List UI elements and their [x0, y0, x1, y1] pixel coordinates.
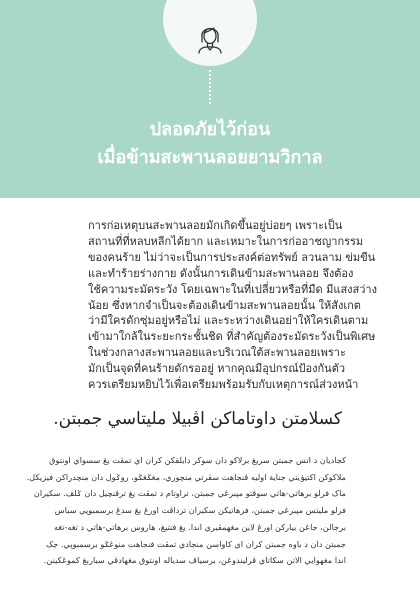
jawi-line: جمبتن دان د باوه جمبتن کران اي کاواسن منجادي تمڤت فنجاهت منوڠݢو برسمبوڽي. جک [45, 538, 346, 549]
page-title-line-2: เมื่อข้ามสะพานลอยยามวิกาล [97, 147, 323, 168]
thai-line: และทำร้ายร่างกาย ดังนั้นการเดินข้ามสะพานลอย จึงต้อง [88, 266, 354, 280]
header-band [0, 0, 420, 198]
jawi-line: فرلو مليتس مڽبرڠي جمبتن، فرهاتيکن سکيران ترداڤت اورڠ يڠ سدڠ برسمبوڽي سباس [54, 505, 346, 516]
jawi-line: کجاديان د اتس جمبتن سريڠ برلاکو دان سوکر دايلقکن کران اي تمڤت يڠ سسواي اونتوق [49, 455, 346, 465]
thai-line: น้อย ซึ่งหากจำเป็นจะต้องเดินข้ามสะพานลอยนั้น ให้สังเกต [88, 298, 361, 312]
jawi-line: اندا مڠهوايي الاتن سکاتاي ڤرليندوڠن، برسياڤ سدياله اونتوق مڠهادڤي سباربڠ کموڠکينن. [43, 555, 346, 566]
woman-avatar-icon [193, 20, 227, 54]
jawi-line: ماک فرلو برهاتي-هاتي سوقتو مڽبرڠي جمبتن، تراوتام د تمڤت يڠ ترڤنچيل دان ݢلڤ. سکيران [33, 488, 346, 499]
avatar [163, 0, 257, 66]
thai-line: ว่ามีใครดักซุ่มอยู่หรือไม่ และระหว่างเดินอย่าให้ใครเดินตาม [88, 314, 369, 328]
jawi-title: كسلامتن داوتاماکن اڤبيلا مليتاسي جمبتن. [53, 409, 342, 429]
dotted-connector [209, 70, 211, 104]
thai-line: มักเป็นจุดที่คนร้ายดักรออยู่ หากคุณมีอุปกรณ์ป้องกันตัว [88, 362, 346, 376]
thai-line: เข้ามาใกล้ในระยะกระชั้นชิด ที่สำคัญต้องระมัดระวังเป็นพิเศษ [88, 330, 376, 344]
thai-paragraph [88, 218, 377, 393]
thai-line: ของคนร้าย ไม่ว่าจะเป็นการประสงค์ต่อทรัพย์ ลวนลาม ข่มขืน [88, 250, 376, 264]
thai-line: ควรเตรียมหยิบไว้เพื่อเตรียมพร้อมรับกับเหตุการณ์ส่วงหน้า [88, 378, 359, 392]
thai-line: ใช้ความระมัดระวัง โดยเฉพาะในที่เปลี่ยวหรือที่มืด มีแสงสว่าง [88, 282, 377, 296]
thai-line: การก่อเหตุบนสะพานลอยมักเกิดขึ้นอยู่บ่อยๆ เพราะเป็น [88, 219, 343, 232]
thai-line: ในช่วงกลางสะพานลอยและบริเวณใต้สะพานลอยเพราะ [88, 346, 346, 360]
jawi-paragraph [26, 452, 346, 569]
page-title-line-1: ปลอดภัยไว้ก่อน [149, 119, 271, 140]
thai-line: สถานที่ที่หลบหลีกได้ยาก และเหมาะในการก่ออาชญากรรม [88, 234, 364, 248]
jawi-line: ملاکوکن اکتيۏيتي جناية اوليه ڤنجاهت سڤرتي منچوري، مڠݢڠݢو، روݢول دان منچدراکن فيزيکل. [26, 471, 346, 482]
jawi-line: برجالن، جاڠن بياركن اورڠ لاين مڠهمڤيري اندا. يڠ فنتيڠ، هاروس برهاتي-هاتي د تڠه-تڠه [53, 521, 346, 532]
